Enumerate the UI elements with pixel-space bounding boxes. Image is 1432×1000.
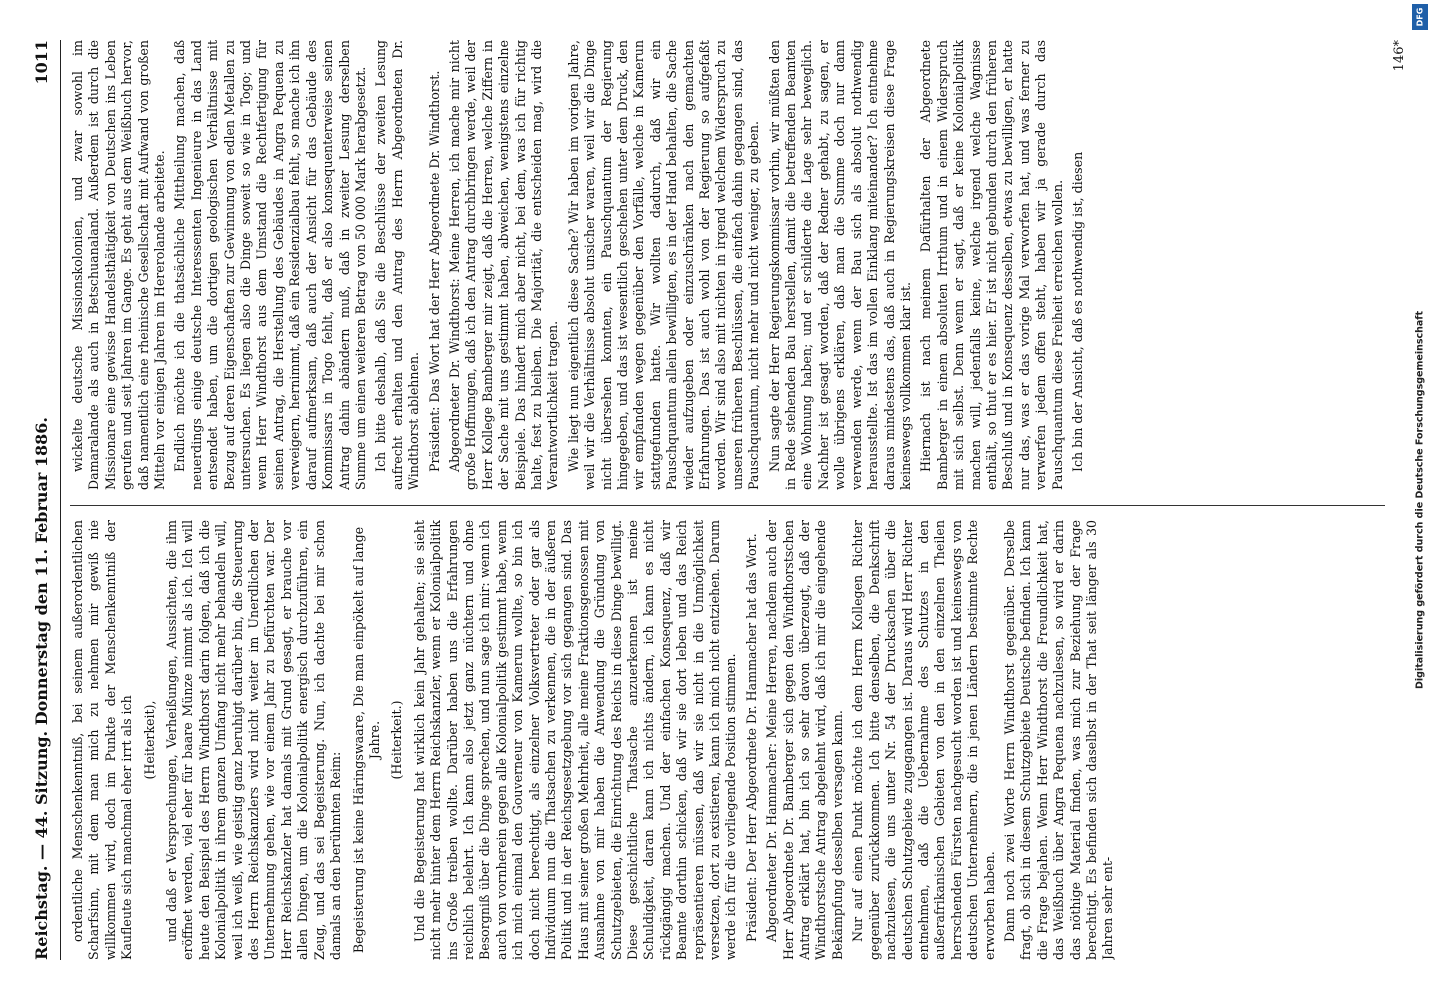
text-paragraph: und daß er Versprechungen, Verheißungen, Aussichten, die ihm eröffnet werden, viel eher für baare Münze nimmt als ich. Ich will heute den Beispiel des Herrn Windthorst darin folgen, daß ich die Kolonialpolitik in ihrem ganzen Umfang nicht mehr behandeln will, weil ich weiß, wie geistig ganz beruhigt darüber bin, die Steuerung des Herrn Reichskanzlers wird nicht weiter im Unerdlichen der Unternehmung gehen, wie vor einem Jahr zu befürchten war. Der Herr Reichskanzler hat damals mit Grund gesagt, er brauche vor allen Dingen, um die Kolonialpolitik energisch durchzuführen, ein Zeug, und das sei Begeisterung. Nun, ich dachte bei mir schon damals an den berühmten Reim: <box>164 520 344 960</box>
credit-text: Digitalisierung gefördert durch die Deutsche Forschungsgemeinschaft <box>1414 311 1426 689</box>
text-paragraph: wickelte deutsche Missionskolonien, und zwar sowohl im Damaralande als auch in Betschuanaland. Außerdem ist durch die Missionare eine gewisse Handelsthätigkeit von Deutschen ins Leben gerufen und seit Jahren im Gange. Es geht aus dem Weißbuch hervor, daß namentlich eine rheinische Gesellschaft mit Aufwand von großen Mitteln vor einigen Jahren im Hererolande arbeitete. <box>70 40 168 490</box>
dfg-logo-badge <box>1412 4 1428 30</box>
right-text-column <box>70 40 1385 490</box>
text-paragraph: Nur auf einen Punkt möchte ich dem Herrn Kollegen Richter gegenüber zurückkommen. Ich bitte denselben, die Denkschrift nachzulesen, die uns unter Nr. 54 der Drucksachen über die deutschen Schutzgebiete zugegangen ist. Daraus wird Herr Richter entnehmen, daß die Uebernahme des Schutzes in den außerafrikanischen Gebieten von den in den einzelnen Theilen herrschenden Fürsten nachgesucht worden ist und keineswegs von deutschen Unternehmern, die in jenen Ländern bestimmte Rechte erworben haben. <box>850 520 997 960</box>
text-paragraph: Abgeordneter Dr. Hammacher: Meine Herren, nachdem auch der Herr Abgeordnete Dr. Bamberger sich gegen den Windthorstschen Antrag erklärt hat, bin ich so sehr davon überzeugt, daß der Windthorstsche Antrag abgelehnt wird, daß ich mir die eingehende Bekämpfung desselben versagen kann. <box>764 520 845 960</box>
text-paragraph: ordentliche Menschenkenntniß, bei seinem außerordentlichen Scharfsinn, mit dem man mich zu nehmen mir gewiß nie willkommen wird, doch im Punkte der Menschenkenntniß der Kaufleute sich manchmal eher irrt als ich <box>70 520 135 960</box>
left-text-column <box>70 520 1385 960</box>
page-number: 1011 <box>32 40 51 85</box>
centered-line: (Heiterkeit.) <box>389 700 405 780</box>
centered-line: Begeisterung ist keine Häringswaare, Die man einpökelt auf lange Jahre. <box>350 526 382 954</box>
text-paragraph: Dann noch zwei Worte Herrn Windthorst gegenüber. Derselbe fragt, ob sich in diesem Schutzgebiete Deutsche befinden. Ich kann die Frage bejahen. Wenn Herr Windthorst die Freundlichkeit hat, das Weißbuch über Angra Pequena nachzulesen, so wird er darin das nöthige Material finden, was mich zur Beziehung der Frage berechtigt. Es befinden sich daselbst in der That seit länger als 30 Jahren sehr ent- <box>1001 520 1116 960</box>
centered-line: (Heiterkeit), <box>141 700 157 780</box>
dfg-badge-text: DFG <box>1415 7 1425 27</box>
column-divider <box>70 505 1385 506</box>
text-paragraph: Präsident: Der Herr Abgeordnete Dr. Hammacher hat das Wort. <box>743 533 759 942</box>
text-paragraph: Hiernach ist nach meinem Dafürhalten der Abgeordnete Bamberger in einem absoluten Irrthum und in einem Widerspruch mit sich selbst. Denn wenn er sagt, daß er keine Kolonialpolitik machen will, jedenfalls keine, welche irgend welche Wagnisse enthält, so thut er es hier. Er ist nicht gebunden durch den früheren Beschluß und in Konsequenz desselben, etwas zu bewilligen, er hatte nur das, was er das vorige Mal verworfen hat, und was ferner zu verwerfen jedem offen steht, haben wir ja gerade durch das Pauschquantum diese Freiheit erreichen wollen. <box>918 40 1065 490</box>
digitization-credit <box>1412 0 1428 1000</box>
signature-mark: 146* <box>1392 40 1407 72</box>
text-paragraph: Abgeordneter Dr. Windthorst: Meine Herren, ich mache mir nicht große Hoffnungen, daß ich den Antrag durchbringen werde, weil der Herr Kollege Bamberger mir zeigt, daß die Herren, welche Ziffern in der Sache mit uns gestimmt haben, abweichen, wenigstens einzelne Beispiele. Das hindert mich aber nicht, bei dem, was ich für richtig halte, fest zu bleiben. Die Majorität, die entscheiden mag, wird die Verantwortlichkeit tragen. <box>446 40 561 490</box>
text-paragraph: Wie liegt nun eigentlich diese Sache? Wir haben im vorigen Jahre, weil wir die Verhältnisse absolut unsicher waren, weil wir die Dinge nicht übersehen konnten, ein Pauschquantum der Regierung hingegeben, und das ist wesentlich geschehen unter dem Druck, den wir empfanden wegen gegenüber den Vorfälle, welche in Kamerun stattgefunden hatte. Wir wollten dadurch, daß wir ein Pauschquantum allein bewilligten, es in der Hand behalten, die Sache wieder aufzugeben oder einzuschränken nach den gemachten Erfahrungen. Das ist auch wohl von der Regierung so aufgefaßt worden. Wir sind also mit nichten in irgend welchem Widerspruch zu unseren früheren Beschlüssen, die einfach dahin gegangen sind, das Pauschquantum, nicht mehr und nicht weniger, zu geben. <box>565 40 762 490</box>
text-paragraph: Ich bitte deshalb, daß Sie die Beschlüsse der zweiten Lesung aufrecht erhalten und den Antrag des Herrn Abgeordneten Dr. Windthorst ablehnen. <box>373 40 422 490</box>
text-paragraph: Ich bin der Ansicht, daß es nothwendig ist, diesen <box>1069 151 1085 472</box>
running-title: Reichstag. — 44. Sitzung. Donnerstag den 11. Februar 1886. <box>32 416 51 960</box>
text-paragraph: Endlich möchte ich die thatsächliche Mittheilung machen, daß neuerdings einige deutsche Interessenten Ingenieure in das Land entsendet haben, um die dortigen geologischen Verhältnisse mit Bezug auf deren Eigenschaften zur Gewinnung von edlen Metallen zu untersuchen. Es liegen also die Dinge soweit so wie in Togo; und wenn Herr Windthorst aus dem Umstand die Rechtfertigung für seinen Antrag, die Herstellung des Gebäudes in Angra Pequena zu verweigern, hernimmt, daß ein Residenzialbau fehlt, so mache ich ihn darauf aufmerksam, daß auch der Ansicht für das Gebäude des Kommissars in Togo fehlt, daß er also konsequenterweise seinen Antrag dahin abändern muß, daß in zweiter Lesung derselben Summe um einen weiteren Betrag von 50 000 Mark herabgesetzt. <box>172 40 368 490</box>
page-header <box>26 40 61 960</box>
text-paragraph: Präsident: Das Wort hat der Herr Abgeordnete Dr. Windthorst. <box>426 70 442 472</box>
text-paragraph: Nun sagte der Herr Regierungskommissar vorhin, wir müßten den in Rede stehenden Bau herstellen, damit die betreffenden Beamten eine Wohnung haben; und er schilderte die Lage sehr beweglich. Nachher ist gesagt worden, daß der Redner gehabt, zu sagen, er wolle übrigens erklären, daß man die Summe doch nur dann verwenden werde, wenn der Bau sich als absolut nothwendig herausstellte. Ist das im vollen Einklang miteinander? Ich entnehme daraus mindestens das, daß auch in Regierungskreisen diese Frage keineswegs vollkommen klar ist. <box>766 40 913 490</box>
text-paragraph: Und die Begeisterung hat wirklich kein Jahr gehalten; sie sieht nicht mehr hinter dem Herrn Reichskanzler, wenn er Kolonialpolitik ins Große treiben wollte. Darüber haben uns die Erfahrungen reichlich belehrt. Ich kann also jetzt ganz nüchtern und ohne Besorgniß über die Dinge sprechen, und nun sage ich mir: wenn ich auch von vornherein gegen alle Kolonialpolitik gestimmt habe, wenn ich mich einmal den Gouverneur von Kamerun wollte, so bin ich doch nicht berechtigt, als einzelner Volksvertreter oder gar als Individuum nun die Thatsachen zu verkennen, die in der äußeren Politik und in der Reichsgesetzgebung vor sich gegangen sind. Das Haus mit seiner großen Mehrheit, alle meine Fraktionsgenossen mit Ausnahme von mir haben die Anwendung die Gründung von Schutzgebieten, die Einrichtung des Reichs in diese Dinge bewilligt. Diese geschichtliche Thatsache anzuerkennen ist meine Schuldigkeit, daran kann ich nichts ändern, ich kann es nicht rückgängig machen. Und der einfachen Konsequenz, daß wir Beamte dorthin schicken, daß wir sie dort leben und das Reich repräsentieren müssen, daß wir sie nicht in die Unmöglichkeit versetzen, dort zu existieren, kann ich mich nicht entziehen. Darum werde ich für die vorliegende Position stimmen. <box>411 520 739 960</box>
